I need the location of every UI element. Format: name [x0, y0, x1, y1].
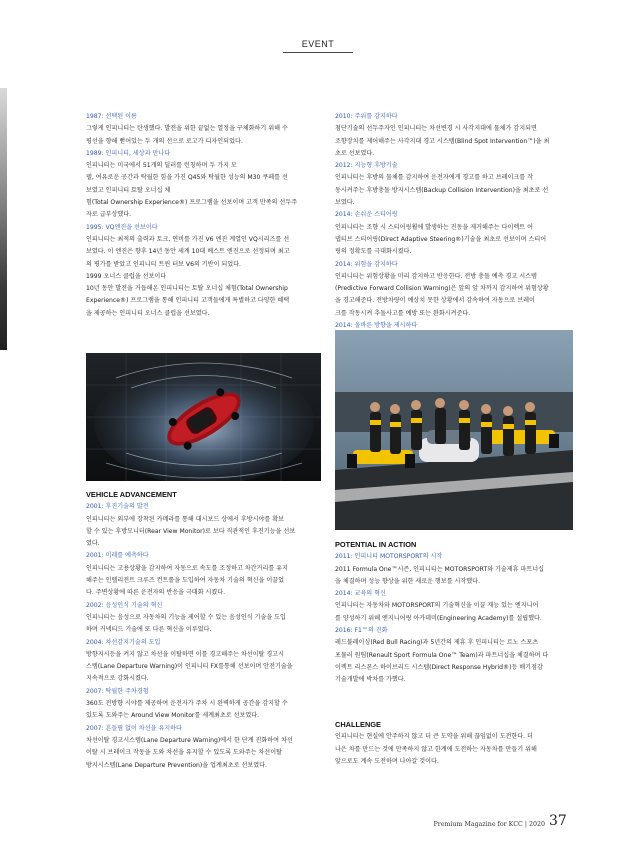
- timeline-heading: 2007: 탁월한 주차경험: [86, 687, 149, 695]
- timeline-heading: 2007: 흔들림 없이 차선을 유지하다: [86, 724, 182, 732]
- adjacent-page-photo-strip: [0, 88, 7, 350]
- body-line: 초로 선보였다.: [335, 149, 375, 157]
- body-line: 방지시스템(Lane Departure Prevention)을 업계최초로 선보였다.: [86, 761, 267, 769]
- page-number: 37: [549, 813, 567, 829]
- body-line: 댑티브 스티어링(Direct Adaptive Steering®)기술을 최초로 선보이며 스티어: [335, 235, 547, 243]
- left-column-vehicle-advancement: [86, 489, 322, 772]
- section-title: POTENTIAL IN ACTION: [335, 540, 417, 549]
- body-line: 인피니티는 고용상황을 감지하여 자동으로 속도를 조정하고 차간거리를 유지: [86, 564, 288, 572]
- body-line: 보였다. 이 엔진은 향후 14년 동안 세계 10대 베스트 엔진으로 선정되며 최고: [86, 248, 290, 256]
- body-line: 360도 전방향 시야를 제공하여 운전자가 주차 시 완벽하게 공간을 감지할 수: [86, 700, 288, 708]
- timeline-heading: 2001: 미래를 예측하다: [86, 552, 149, 560]
- body-line: 인피니티는 위험상황을 미리 감지하고 반응한다. 전방 충돌 예측 경고 시스템: [335, 272, 537, 280]
- body-line: 기술개발에 박차를 가했다.: [335, 676, 406, 684]
- body-line: Experience®) 프로그램을 통해 인피니티 고객들에게 특별하고 다양한 혜택: [86, 297, 290, 305]
- body-line: 방향지시등을 켜지 않고 차선을 이탈하면 이를 경고해주는 차선이탈 경고시: [86, 650, 284, 658]
- body-line: 링의 정확도를 극대화시켰다.: [335, 248, 412, 256]
- body-line: 인피니티는 외부에 장착된 카메라를 통해 대시보드 상에서 후방시야를 확보: [86, 515, 284, 523]
- header-rule: [283, 52, 353, 53]
- body-line: 을 경고해준다. 전방차량이 예상치 못한 상황에서 감속하여 자동으로 브레이: [335, 297, 535, 305]
- body-line: 1999 오너스 클럽을 선보이다: [86, 272, 167, 280]
- section-title: CHALLENGE: [335, 720, 381, 729]
- body-line: 포뮬러 원팀(Renault Sport Formula One™ Team)과 파트너십을 체결하며 다: [335, 651, 549, 659]
- body-line: 그렇게 인피니티는 탄생했다. 발전을 위한 끝없는 열정을 구체화하기 위해 수: [86, 125, 288, 133]
- body-line: 차선이탈 경고시스템(Lane Departure Warning)에서 한 단계 진화하여 차선: [86, 736, 293, 744]
- body-line: 나은 차를 만드는 것에 만족하지 않고 한계에 도전하는 자동차를 만들기 위해: [335, 745, 537, 753]
- body-line: 인피니티는 자동차와 MOTORSPORT의 기술혁신을 이끌 재능 있는 엔지니어: [335, 602, 539, 610]
- body-line: 을 제공하는 인피니티 오너스 클럽을 선보였다.: [86, 309, 210, 317]
- body-line: 보였고 인피니티 토탈 오너십 체: [86, 186, 171, 194]
- body-line: 를 양성하기 위해 엔지니어링 아카데미(Engineering Academy)를 설립했다.: [335, 614, 542, 622]
- section-title: VEHICLE ADVANCEMENT: [86, 490, 177, 499]
- timeline-heading: 2016: F1™의 진화: [335, 627, 388, 635]
- motorsport-team-photo: [335, 330, 573, 530]
- body-line: 험(Total Ownership Experience®) 프로그램을 선보이며 고객 만족의 선두주: [86, 199, 298, 207]
- timeline-heading: 2014: 교육의 혁신: [335, 590, 386, 598]
- body-line: 보였다.: [335, 199, 355, 207]
- timeline-heading: 2010: 주위를 감지하다: [335, 113, 398, 120]
- body-line: 이탈 시 브레이크 작동을 도와 차선을 유지할 수 있도록 도와주는 차선이탈: [86, 749, 282, 757]
- body-line: 인피니티는 조향 시 스티어링휠에 발생하는 진동을 제거해주는 다이렉트 어: [335, 223, 533, 231]
- body-line: 할 수 있는 후방모니터(Rear View Monitor)로 보다 직관적인 후진기능을 선보: [86, 527, 296, 535]
- right-column-challenge: [335, 719, 573, 768]
- body-line: 조향장치를 제어해주는 사각지대 경고 시스템(Blind Spot Intervention™)을 최: [335, 137, 550, 145]
- body-line: 인피니티는 음성으로 자동차의 기능을 제어할 수 있는 음성인식 기술을 도입: [86, 613, 286, 621]
- timeline-heading: 1989: 인피니티, 세상과 만나다: [86, 149, 171, 157]
- body-line: 평선을 향해 뻗어있는 두 개의 선으로 로고가 디자인되었다.: [86, 137, 243, 145]
- timeline-heading: 2001: 후진기술의 발전: [86, 503, 149, 511]
- section-label: EVENT: [301, 39, 335, 49]
- timeline-heading: 2014: 올바른 방향을 제시하다: [335, 322, 418, 330]
- body-line: 의 평가를 받았고 인피니티 트윈 터보 V6의 기반이 되었다.: [86, 260, 241, 268]
- timeline-heading: 2014: 손쉬운 스티어링: [335, 211, 398, 219]
- body-line: 인피니티는 최적의 출력과 토크, 연비를 가진 V6 엔진 계열인 VQ시리즈를 선: [86, 235, 290, 243]
- team-photo-graphic: [335, 330, 573, 530]
- timeline-heading: 2014: 위험을 감지하다: [335, 260, 398, 268]
- body-line: 이렉트 리스폰스 하이브리드 시스템(Direct Response Hybrid®)등 배기점감: [335, 663, 543, 671]
- body-line: 인피니티는 미국에서 51개의 딜러를 런칭하며 두 가지 모: [86, 162, 237, 170]
- body-line: 첨단기술의 선두주자인 인피니티는 차선변경 시 사각지대에 물체가 감지되면: [335, 125, 537, 133]
- body-line: 자로 급부상했다.: [86, 211, 132, 219]
- footer-magazine-name: Premium Magazine for KCC | 2020: [433, 821, 545, 828]
- car-sensor-graphic: [86, 353, 321, 481]
- timeline-heading: 2004: 차선감지기술의 도입: [86, 638, 161, 646]
- body-line: 크를 작동시켜 추돌사고를 예방 또는 완화시켜준다.: [335, 309, 471, 317]
- body-line: 다. 주변상황에 따른 운전자의 반응을 극대화 시켰다.: [86, 589, 226, 597]
- body-line: 있도록 도와주는 Around View Monitor를 세계최초로 선보였다.: [86, 712, 260, 720]
- body-line: 였다.: [86, 540, 100, 548]
- body-line: 2011 Formula One™시즌, 인피니티는 MOTORSPORT와 기술제휴 파트너십: [335, 565, 545, 573]
- car-sensor-illustration: [86, 353, 321, 481]
- timeline-heading: 2012: 지능형 후방기술: [335, 162, 398, 170]
- body-line: 레드불레이싱(Red Bull Racing)과 5년간의 제휴 후 인피니티는 르노 스포츠: [335, 639, 539, 647]
- body-line: 해주는 인텔리전트 크루즈 컨트롤을 도입하여 자동차 기술의 혁신을 이끌었: [86, 577, 284, 585]
- timeline-heading: 2002: 음성인식 기술의 혁신: [86, 601, 163, 609]
- body-line: 델, 여유로운 공간과 탁월한 힘을 가진 Q45와 탁월한 성능의 M30 쿠페를 선: [86, 174, 288, 182]
- body-line: 인피니티는 현실에 안주하지 않고 더 큰 도약을 위해 끊임없이 도전한다. 더: [335, 733, 533, 741]
- left-column-history: [86, 111, 322, 320]
- timeline-heading: 1995: VQ엔진을 선보이다: [86, 223, 158, 231]
- body-line: 10년 동안 발전을 거듭해온 인피니티는 토탈 오너십 체험(Total Ownership: [86, 285, 288, 293]
- body-line: (Predictive Forward Collision Warning)은 앞의 앞 차까지 감지하여 위험상황: [335, 285, 549, 293]
- body-line: 동시켜주는 후방충돌 방지시스템(Backup Collision Intervention)을 최초로 선: [335, 186, 549, 194]
- body-line: 스템(Lane Departure Warning)이 인피니티 FX를통해 선보이며 안전기술을: [86, 663, 293, 671]
- body-line: 을 체결하며 성능 향상을 위한 새로운 행보를 시작했다.: [335, 577, 481, 585]
- timeline-heading: 2011: 인피니티 MOTORSPORT의 시작: [335, 553, 443, 561]
- body-line: 인피니티는 후방의 물체를 감지하여 운전자에게 경고를 하고 브레이크를 작: [335, 174, 533, 182]
- body-line: 지속적으로 강화시켰다.: [86, 675, 149, 683]
- body-line: 하며 커넥티드 기술에 또 다른 혁신을 이루었다.: [86, 626, 212, 634]
- timeline-heading: 1987: 선택된 이름: [86, 113, 137, 120]
- right-column-potential-in-action: [335, 539, 573, 687]
- body-line: 앞으로도 계속 도전하며 나아갈 것이다.: [335, 757, 439, 765]
